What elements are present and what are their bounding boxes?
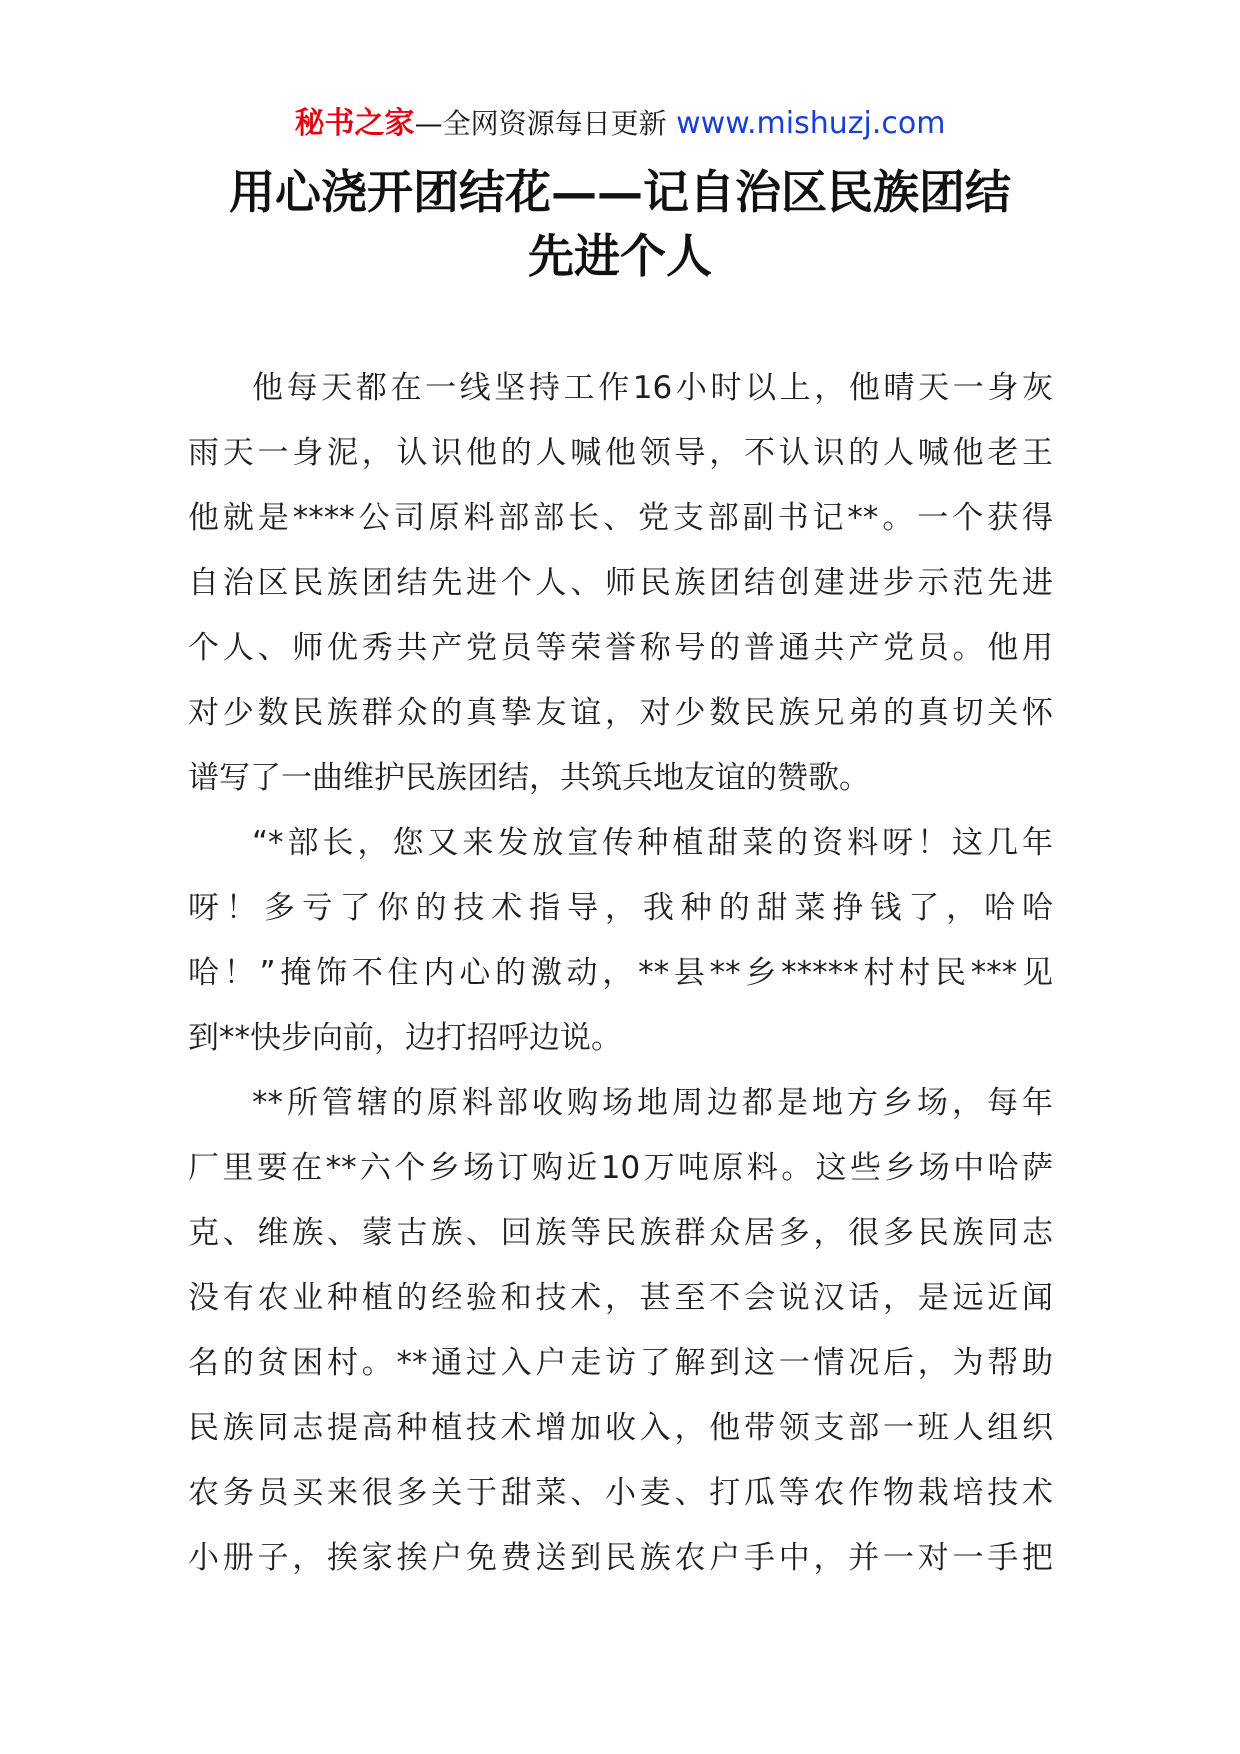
site-header [0, 104, 1240, 144]
article-body [188, 356, 1053, 1591]
paragraph-3 [188, 1071, 1053, 1591]
paragraph-line: 他每天都在一线坚持工作16小时以上，他晴天一身灰 [252, 370, 1053, 406]
paragraph-line: 小册子，挨家挨户免费送到民族农户手中，并一对一手把 [188, 1540, 1053, 1576]
paragraph-line: 哈！”掩饰不住内心的激动，**县**乡*****村村民***见 [188, 955, 1053, 991]
paragraph-line: 克、维族、蒙古族、回族等民族群众居多，很多民族同志 [188, 1215, 1053, 1251]
paragraph-line: “*部长，您又来发放宣传种植甜菜的资料呀！这几年 [252, 825, 1053, 861]
article-title [150, 160, 1090, 288]
paragraph-line: 个人、师优秀共产党员等荣誉称号的普通共产党员。他用 [188, 630, 1053, 666]
paragraph-line: 雨天一身泥，认识他的人喊他领导，不认识的人喊他老王 [188, 435, 1053, 471]
paragraph-line: 农务员买来很多关于甜菜、小麦、打瓜等农作物栽培技术 [188, 1475, 1053, 1511]
paragraph-line: 厂里要在**六个乡场订购近10万吨原料。这些乡场中哈萨 [188, 1150, 1053, 1186]
paragraph-line: 民族同志提高种植技术增加收入，他带领支部一班人组织 [188, 1410, 1053, 1446]
paragraph-line: 他就是****公司原料部部长、党支部副书记**。一个获得 [188, 500, 1053, 536]
paragraph-line: 名的贫困村。**通过入户走访了解到这一情况后，为帮助 [188, 1345, 1053, 1381]
paragraph-line: 呀！多亏了你的技术指导，我种的甜菜挣钱了，哈哈 [188, 890, 1053, 926]
title-line-1: 用心浇开团结花——记自治区民族团结 [229, 165, 1011, 219]
title-line-2: 先进个人 [528, 229, 712, 283]
paragraph-line: 自治区民族团结先进个人、师民族团结创建进步示范先进 [188, 565, 1053, 601]
paragraph-2 [188, 811, 1053, 1071]
paragraph-1 [188, 356, 1053, 811]
paragraph-line: 对少数民族群众的真挚友谊，对少数民族兄弟的真切关怀 [188, 695, 1053, 731]
paragraph-line: 没有农业种植的经验和技术，甚至不会说汉话，是远近闻 [188, 1280, 1053, 1316]
paragraph-line: **所管辖的原料部收购场地周边都是地方乡场，每年 [252, 1085, 1053, 1121]
site-url-link[interactable]: www.mishuzj.com [676, 106, 946, 141]
paragraph-line: 谱写了一曲维护民族团结，共筑兵地友谊的赞歌。 [188, 760, 870, 796]
paragraph-line: 到**快步向前，边打招呼边说。 [188, 1020, 622, 1056]
header-tagline: —全网资源每日更新 [414, 107, 667, 140]
brand-name: 秘书之家 [294, 106, 415, 141]
